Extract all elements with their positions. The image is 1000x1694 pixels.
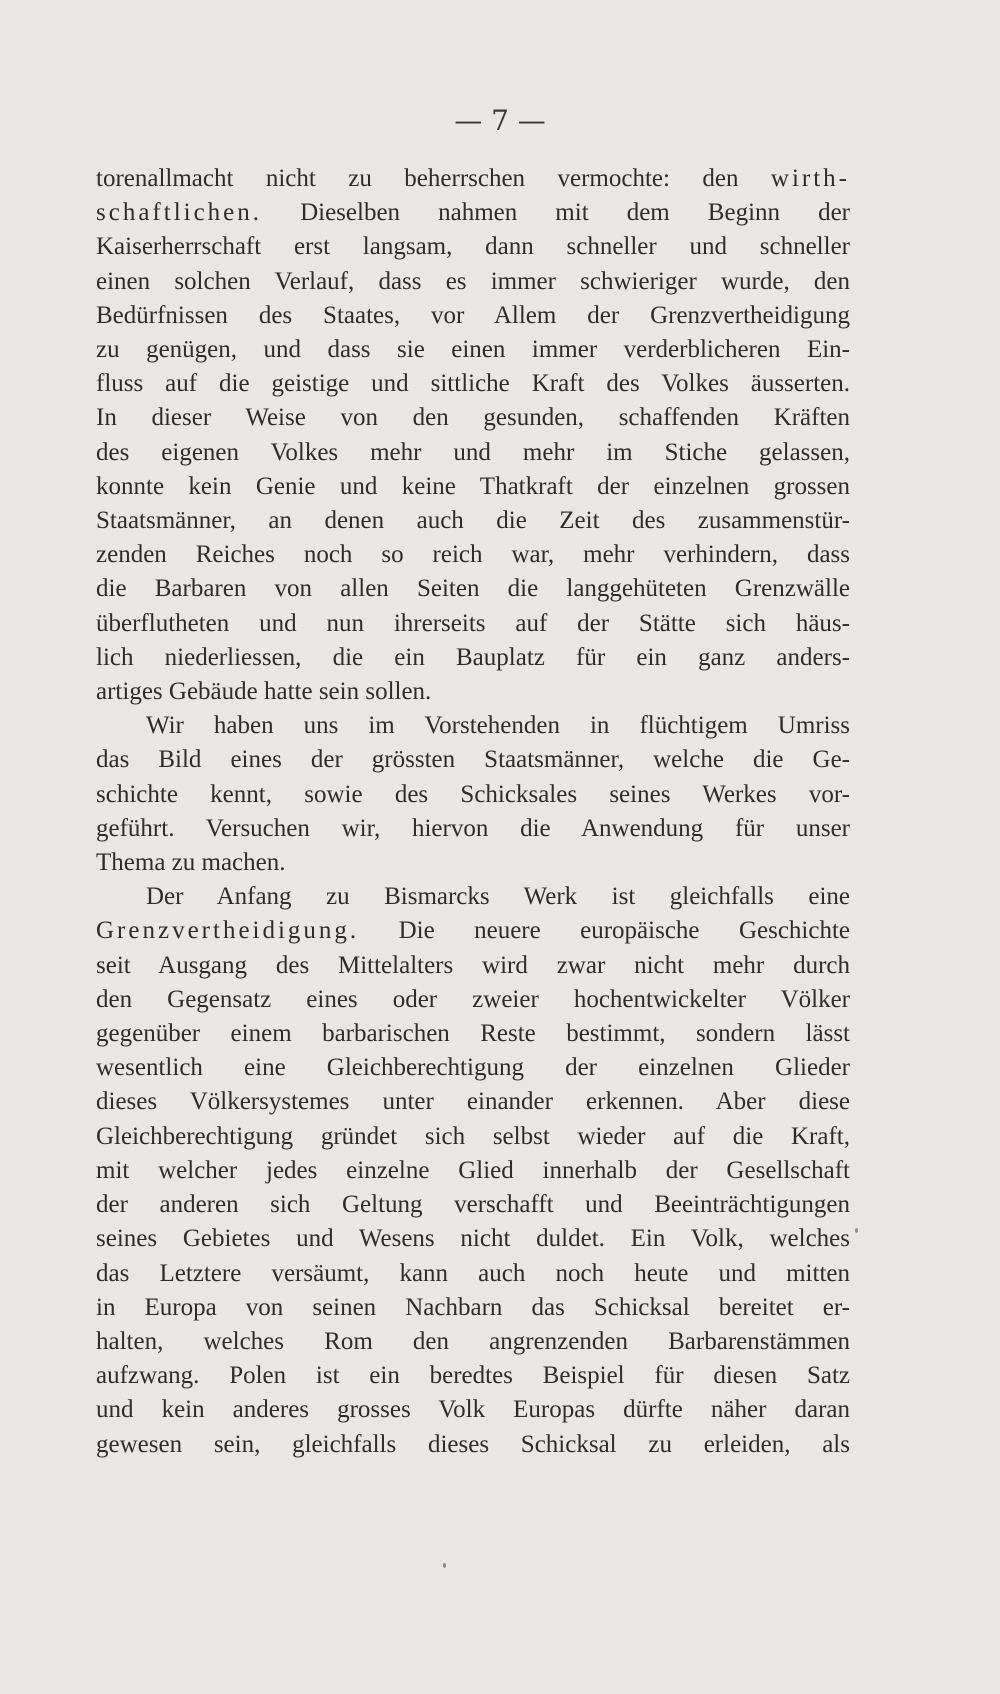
- page-number: — 7 —: [454, 104, 546, 137]
- text-line: seit Ausgang des Mittelalters wird zwar nicht mehr durch: [96, 951, 850, 979]
- text-line: in Europa von seinen Nachbarn das Schicksal bereitet er-: [96, 1293, 850, 1321]
- text-line: schaftlichen. Dieselben nahmen mit dem Beginn der: [96, 199, 850, 227]
- text-line: des eigenen Volkes mehr und mehr im Stiche gelassen,: [96, 438, 850, 466]
- text-line: der anderen sich Geltung verschafft und Beeinträchtigungen: [96, 1191, 850, 1219]
- text-line: gegenüber einem barbarischen Reste bestimmt, sondern lässt: [96, 1020, 850, 1048]
- text-line: Grenzvertheidigung. Die neuere europäische Geschichte: [96, 917, 850, 945]
- text-line: Wir haben uns im Vorstehenden in flüchtigem Umriss: [146, 712, 850, 740]
- text-line: halten, welches Rom den angrenzenden Barbarenstämmen: [96, 1327, 850, 1355]
- text-line: zenden Reiches noch so reich war, mehr verhindern, dass: [96, 541, 850, 569]
- text-line: dieses Völkersystemes unter einander erkennen. Aber diese: [96, 1088, 850, 1116]
- text-line: zu genügen, und dass sie einen immer verderblicheren Ein-: [96, 336, 850, 364]
- paper-speck: [855, 1228, 858, 1233]
- text-line: geführt. Versuchen wir, hiervon die Anwendung für unser: [96, 814, 850, 842]
- text-line: artiges Gebäude hatte sein sollen.: [96, 678, 432, 706]
- text-line: aufzwang. Polen ist ein beredtes Beispiel für diesen Satz: [96, 1362, 850, 1390]
- text-line: überflutheten und nun ihrerseits auf der Stätte sich häus-: [96, 609, 850, 637]
- text-line: Thema zu machen.: [96, 849, 286, 877]
- text-line: fluss auf die geistige und sittliche Kraft des Volkes äusserten.: [96, 370, 850, 398]
- text-line: und kein anderes grosses Volk Europas dürfte näher daran: [96, 1396, 850, 1424]
- text-line: Staatsmänner, an denen auch die Zeit des zusammenstür-: [96, 507, 850, 535]
- text-line: Kaiserherrschaft erst langsam, dann schneller und schneller: [96, 233, 850, 261]
- text-line: Bedürfnissen des Staates, vor Allem der Grenzvertheidigung: [96, 301, 850, 329]
- paper-speck: [443, 1563, 446, 1568]
- text-line: torenallmacht nicht zu beherrschen vermochte: den wirth-: [96, 165, 850, 192]
- body-text: [96, 162, 850, 1462]
- text-line: den Gegensatz eines oder zweier hochentwickelter Völker: [96, 985, 850, 1013]
- text-line: mit welcher jedes einzelne Glied innerhalb der Gesellschaft: [96, 1156, 850, 1184]
- text-line: die Barbaren von allen Seiten die langgehüteten Grenzwälle: [96, 575, 850, 603]
- text-line: schichte kennt, sowie des Schicksales seines Werkes vor-: [96, 780, 850, 808]
- text-line: das Letztere versäumt, kann auch noch heute und mitten: [96, 1259, 850, 1287]
- text-line: gewesen sein, gleichfalls dieses Schicksal zu erleiden, als: [96, 1430, 850, 1458]
- text-line: das Bild eines der grössten Staatsmänner, welche die Ge-: [96, 746, 850, 774]
- text-line: In dieser Weise von den gesunden, schaffenden Kräften: [96, 404, 850, 432]
- text-line: konnte kein Genie und keine Thatkraft der einzelnen grossen: [96, 472, 850, 500]
- text-line: lich niederliessen, die ein Bauplatz für ein ganz anders-: [96, 643, 850, 671]
- text-line: Gleichberechtigung gründet sich selbst wieder auf die Kraft,: [96, 1122, 850, 1150]
- text-line: einen solchen Verlauf, dass es immer schwieriger wurde, den: [96, 267, 850, 295]
- text-line: seines Gebietes und Wesens nicht duldet. Ein Volk, welches: [96, 1225, 850, 1253]
- text-line: Der Anfang zu Bismarcks Werk ist gleichfalls eine: [146, 883, 850, 911]
- text-line: wesentlich eine Gleichberechtigung der einzelnen Glieder: [96, 1054, 850, 1082]
